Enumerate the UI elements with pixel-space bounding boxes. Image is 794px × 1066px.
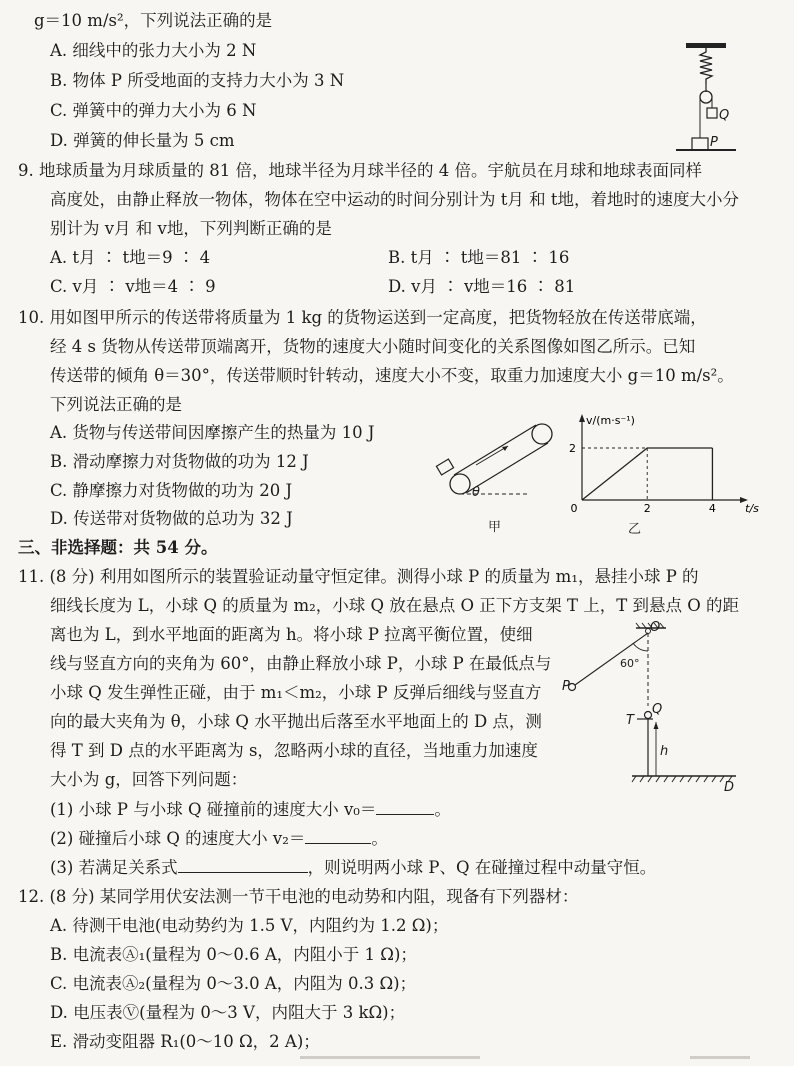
fig-yi-caption: 乙	[628, 522, 642, 537]
pulley-icon	[700, 91, 712, 103]
q8-stem-tail: g＝10 m/s²，下列说法正确的是	[34, 11, 273, 30]
q11-sub-1-text: (1) 小球 P 与小球 Q 碰撞前的速度大小 v₀＝	[50, 800, 377, 819]
q11-line-6: 向的最大夹角为 θ，小球 Q 水平抛出后落至水平地面上的 D 点，测	[50, 712, 542, 731]
y-axis-arrow	[579, 414, 585, 422]
q10-option-d: D. 传送带对货物做的总功为 32 J	[50, 509, 293, 528]
q10-option-a: A. 货物与传送带间因摩擦产生的热量为 10 J	[50, 423, 375, 442]
q11-label-angle: 60°	[620, 657, 640, 670]
ceiling-bar	[686, 43, 726, 48]
x-tick-2: 2	[643, 502, 651, 515]
conveyor-figure	[432, 416, 572, 506]
q11-sub-1-end: 。	[434, 800, 451, 819]
q11-line-7: 得 T 到 D 点的水平距离为 s，忽略两小球的直径，当地重力加速度	[50, 741, 538, 760]
motion-arrow	[476, 446, 508, 465]
fig-jia-caption: 甲	[488, 520, 502, 535]
q11-sub-1	[50, 798, 451, 821]
q11-label-o: O	[650, 620, 661, 635]
footer-smudge	[300, 1056, 480, 1059]
q11-sub-2	[50, 827, 388, 850]
q11-sub-3-text: (3) 若满足关系式	[50, 858, 178, 877]
q9-line-3: 别计为 v月 和 v地，下列判断正确的是	[50, 219, 332, 238]
q12-line-1: 12. (8 分) 某同学用伏安法测一节干电池的电动势和内阻，现备有下列器材：	[18, 887, 579, 906]
q9-option-b: B. t月 ∶ t地＝81 ∶ 16	[388, 248, 570, 267]
top-roller	[532, 424, 552, 444]
y-tick-2: 2	[569, 442, 576, 455]
q11-line-1: 11. (8 分) 利用如图所示的装置验证动量守恒定律。测得小球 P 的质量为 m₁，悬挂小球 P 的	[18, 567, 699, 586]
q10-line-4: 下列说法正确的是	[50, 395, 182, 414]
x-tick-0: 0	[570, 502, 578, 515]
q10-option-b: B. 滑动摩擦力对货物做的功为 12 J	[50, 452, 309, 471]
answer-blank-2[interactable]	[305, 827, 371, 844]
q11-label-h: h	[660, 744, 669, 759]
q9-option-c: C. v月 ∶ v地＝4 ∶ 9	[50, 277, 216, 296]
chart-axes	[579, 414, 748, 503]
block-p	[692, 138, 708, 150]
answer-blank-1[interactable]	[376, 798, 434, 815]
q11-label-t: T	[626, 713, 634, 728]
section-3-heading: 三、非选择题：共 54 分。	[18, 538, 218, 557]
q8-option-b: B. 物体 P 所受地面的支持力大小为 3 N	[50, 71, 345, 90]
q11-sub-2-end: 。	[371, 829, 388, 848]
cargo-box	[436, 459, 453, 475]
q12-item-a: A. 待测干电池(电动势约为 1.5 V，内阻约为 1.2 Ω)；	[50, 916, 449, 935]
q11-label-q: Q	[652, 702, 663, 717]
q11-line-3: 离也为 L，到水平地面的距离为 h。将小球 P 拉离平衡位置，使细	[50, 625, 533, 644]
page-footer	[0, 1050, 794, 1064]
q11-sub-3	[50, 856, 656, 879]
q11-line-5: 小球 Q 发生弹性正碰，由于 m₁＜m₂，小球 P 反弹后细线与竖直方	[50, 683, 542, 702]
q12-item-c: C. 电流表Ⓐ₂(量程为 0～3.0 A，内阻为 0.3 Ω)；	[50, 974, 417, 993]
q12-item-d: D. 电压表Ⓥ(量程为 0～3 V，内阻大于 3 kΩ)；	[50, 1003, 406, 1022]
q8-label-p: P	[710, 135, 718, 150]
block-q	[707, 108, 717, 118]
q11-label-d: D	[724, 780, 735, 795]
q10-line-3: 传送带的倾角 θ＝30°，传送带顺时针转动，速度大小不变，取重力加速度大小 g＝10 m/s²。	[50, 366, 734, 385]
q8-option-c: C. 弹簧中的弹力大小为 6 N	[50, 101, 257, 120]
conveyor-theta: θ	[472, 485, 480, 500]
q8-label-q: Q	[719, 108, 730, 123]
q8-option-a: A. 细线中的张力大小为 2 N	[50, 41, 257, 60]
q11-sub-3-end: ，则说明两小球 P、Q 在碰撞过程中动量守恒。	[307, 858, 657, 877]
q9-line-1: 9. 地球质量为月球质量的 81 倍，地球半径为月球半径的 4 倍。宇航员在月球和地球表面同样	[18, 161, 702, 180]
answer-blank-3[interactable]	[178, 856, 308, 873]
q12-item-e: E. 滑动变阻器 R₁(0～10 Ω，2 A)；	[50, 1032, 320, 1051]
q8-option-d: D. 弹簧的伸长量为 5 cm	[50, 131, 235, 150]
q10-line-1: 10. 用如图甲所示的传送带将质量为 1 kg 的货物运送到一定高度，把货物轻放在传送带底端，	[18, 308, 707, 327]
q12-item-b: B. 电流表Ⓐ₁(量程为 0～0.6 A，内阻小于 1 Ω)；	[50, 945, 417, 964]
q11-line-8: 大小为 g，回答下列问题：	[50, 770, 248, 789]
x-axis-label: t/s	[745, 502, 759, 515]
q11-line-4: 线与竖直方向的夹角为 60°，由静止释放小球 P，小球 P 在最低点与	[50, 654, 552, 673]
q11-label-p: P	[562, 679, 570, 694]
q10-line-2: 经 4 s 货物从传送带顶端离开，货物的速度大小随时间变化的关系图像如图乙所示。已知	[50, 337, 696, 356]
q10-option-c: C. 静摩擦力对货物做的功为 20 J	[50, 481, 293, 500]
q9-line-2: 高度处，由静止释放一物体，物体在空中运动的时间分别计为 t月 和 t地，着地时的速度大小分	[50, 190, 739, 209]
spring-icon	[700, 48, 712, 84]
q9-option-a: A. t月 ∶ t地＝9 ∶ 4	[50, 248, 211, 267]
y-axis-label: v/(m·s⁻¹)	[586, 414, 635, 427]
ball-q	[645, 712, 652, 719]
x-tick-4: 4	[708, 502, 716, 515]
q11-line-2: 细线长度为 L，小球 Q 的质量为 m₂，小球 Q 放在悬点 O 正下方支架 T 上，T 到悬点 O 的距	[50, 596, 740, 615]
footer-code-smudge	[690, 1056, 750, 1059]
q9-option-d: D. v月 ∶ v地＝16 ∶ 81	[388, 277, 576, 296]
bottom-roller	[450, 474, 470, 494]
q11-sub-2-text: (2) 碰撞后小球 Q 的速度大小 v₂＝	[50, 829, 306, 848]
vt-chart	[560, 414, 770, 520]
